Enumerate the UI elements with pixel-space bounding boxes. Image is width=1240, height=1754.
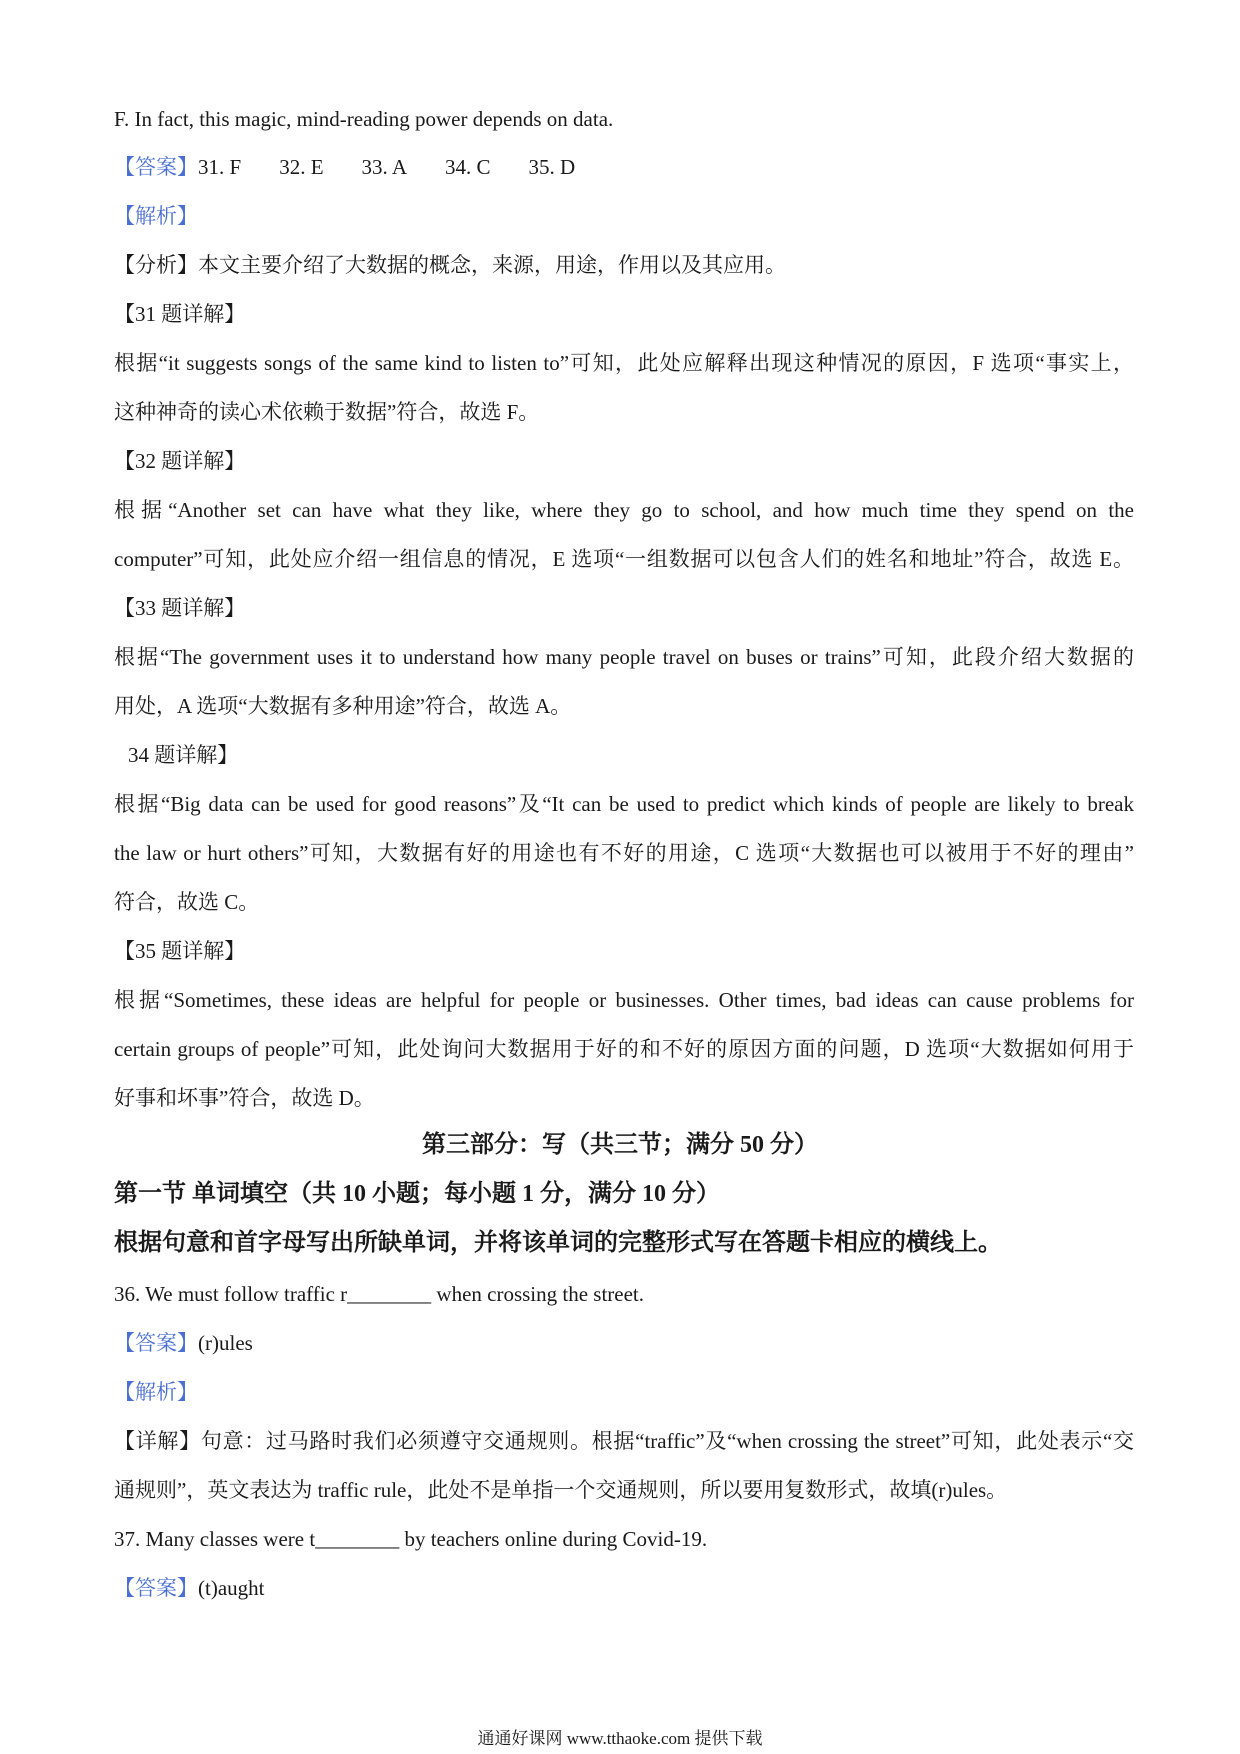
summary-text: 【分析】本文主要介绍了大数据的概念，来源，用途，作用以及其应用。 bbox=[114, 253, 786, 277]
q36-detail-label: 【详解】 bbox=[114, 1429, 201, 1453]
q37-answer: (t)aught bbox=[198, 1576, 265, 1600]
option-f-text: F. In fact, this magic, mind-reading power depends on data. bbox=[114, 107, 614, 131]
q36-question: 36. We must follow traffic r________ when crossing the street. bbox=[114, 1282, 645, 1306]
q32-line-1: 根据“Another set can have what they like, where they go to school, and how much time they spend on the bbox=[114, 498, 1134, 522]
q37-answer-row bbox=[114, 1573, 1134, 1603]
answer-35: 35. D bbox=[528, 155, 576, 179]
q32-line-2: computer”可知，此处应介绍一组信息的情况，E 选项“一组数据可以包含人们的姓名和地址”符合，故选 E。 bbox=[114, 547, 1134, 571]
q31-line-1: 根据“it suggests songs of the same kind to listen to”可知，此处应解释出现这种情况的原因，F 选项“事实上， bbox=[114, 351, 1134, 375]
q34-line-2: the law or hurt others”可知，大数据有好的用途也有不好的用途，C 选项“大数据也可以被用于不好的理由” bbox=[114, 841, 1134, 865]
q33-heading: 【33 题详解】 bbox=[114, 596, 246, 620]
page-footer: 通通好课网 www.tthaoke.com 提供下载 bbox=[477, 1729, 763, 1748]
q36-detail-text-1: 句意：过马路时我们必须遵守交通规则。根据“traffic”及“when crossing the street”可知，此处表示“交 bbox=[200, 1429, 1135, 1453]
answer-label: 【答案】 bbox=[114, 155, 198, 179]
q36-detail-line-2: 通规则”，英文表达为 traffic rule，此处不是单指一个交通规则，所以要用复数形式，故填(r)ules。 bbox=[114, 1478, 1008, 1502]
q37-question: 37. Many classes were t________ by teachers online during Covid-19. bbox=[114, 1527, 708, 1551]
q33-line-1: 根据“The government uses it to understand how many people travel on buses or trains”可知，此段介绍大数据的 bbox=[114, 645, 1134, 669]
q37-answer-label: 【答案】 bbox=[114, 1576, 198, 1600]
q33-line-2: 用处，A 选项“大数据有多种用途”符合，故选 A。 bbox=[114, 694, 572, 718]
q36-answer: (r)ules bbox=[198, 1331, 253, 1355]
answer-34: 34. C bbox=[445, 155, 491, 179]
analysis-label: 【解析】 bbox=[114, 204, 198, 228]
part3-title: 第三部分：写（共三节；满分 50 分） bbox=[422, 1132, 818, 1158]
answer-32: 32. E bbox=[279, 155, 324, 179]
q31-line-2: 这种神奇的读心术依赖于数据”符合，故选 F。 bbox=[114, 400, 540, 424]
q32-heading: 【32 题详解】 bbox=[114, 449, 246, 473]
answer-33: 33. A bbox=[361, 155, 408, 179]
q35-line-1: 根据“Sometimes, these ideas are helpful for people or businesses. Other times, bad ideas can cause problems for bbox=[114, 988, 1134, 1012]
q36-detail-line-1 bbox=[114, 1426, 1134, 1456]
q35-line-3: 好事和坏事”符合，故选 D。 bbox=[114, 1086, 375, 1110]
q35-heading: 【35 题详解】 bbox=[114, 939, 246, 963]
q34-heading: 34 题详解】 bbox=[128, 743, 239, 767]
q31-heading: 【31 题详解】 bbox=[114, 302, 246, 326]
section1-title: 第一节 单词填空（共 10 小题；每小题 1 分，满分 10 分） bbox=[114, 1181, 720, 1207]
q36-answer-label: 【答案】 bbox=[114, 1331, 198, 1355]
answer-31: 31. F bbox=[198, 155, 242, 179]
q34-line-3: 符合，故选 C。 bbox=[114, 890, 260, 914]
answer-row-31-35 bbox=[114, 152, 1134, 182]
section1-instruction: 根据句意和首字母写出所缺单词，并将该单词的完整形式写在答题卡相应的横线上。 bbox=[114, 1230, 1002, 1256]
q36-analysis-label: 【解析】 bbox=[114, 1380, 198, 1404]
q36-answer-row bbox=[114, 1328, 1134, 1358]
q35-line-2: certain groups of people”可知，此处询问大数据用于好的和不好的原因方面的问题，D 选项“大数据如何用于 bbox=[114, 1037, 1134, 1061]
q34-line-1: 根据“Big data can be used for good reasons”及“It can be used to predict which kinds of people are likely to break bbox=[114, 792, 1134, 816]
